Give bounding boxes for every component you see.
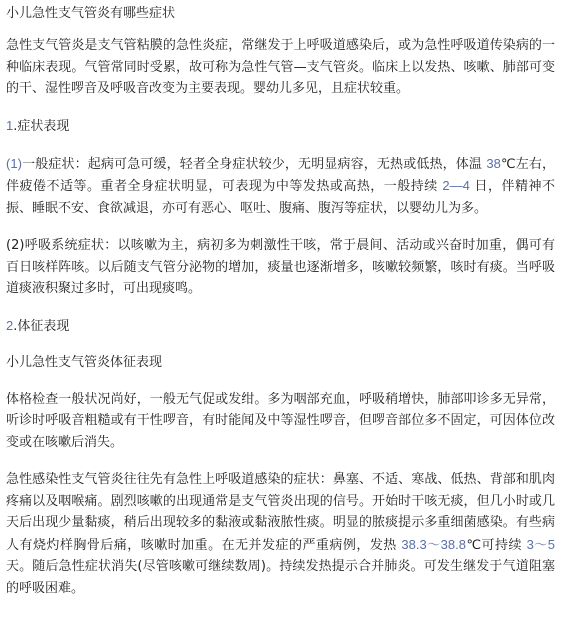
spacer [6,373,555,389]
section-number: 2 [6,317,14,333]
item-marker-close: ) [19,238,25,253]
intro-paragraph: 急性支气管炎是支气管粘膜的急性炎症，常继发于上呼吸道感染后，或为急性呼吸道传染病的一种临床表现。气管常同时受累，故可称为急性气管—支气管炎。临床上以发热、咳嗽、肺部可变的干、湿性啰音及呼吸音改变为主要表现。婴幼儿多见，且症状较重。 [6,38,555,96]
paragraph-text: 天。随后急性症状消失(尽管咳嗽可继续数周)。持续发热提示合并肺炎。可发生继发于气道阻塞的呼吸困难。 [6,559,555,596]
section-number: 1 [6,117,14,133]
section-title: .症状表现 [13,118,70,134]
temperature-range: 38.3～38.8 [401,536,466,552]
paragraph-text: ℃可持续 [465,537,522,553]
spacer [6,337,555,353]
physical-exam-paragraph: 体格检查一般状况尚好，一般无气促或发绀。多为咽部充血，呼吸稍增快，肺部叩诊多无异常，听诊时呼吸音粗糙或有干性啰音，有时能闻及中等湿性啰音，但啰音部位多不固定，可因体位改变或在咳嗽后消失。 [6,391,555,450]
respiratory-symptoms-paragraph [6,235,555,300]
subsection-title: 小儿急性支气管炎体征表现 [6,354,163,370]
duration-value: 2—4 [442,178,470,193]
section-heading-symptoms [6,116,555,137]
item-marker-open: ( [6,238,12,253]
article-title: 小儿急性支气管炎有哪些症状 [6,6,176,21]
spacer [6,453,555,469]
item-marker-open: ( [6,155,11,171]
paragraph-text: 日，伴精神不振、睡眠不安、食欲减退，亦可有恶心、呕吐、腹痛、腹泻等症状，以婴幼儿为多。 [6,179,555,216]
paragraph-text: 急性感染性支气管炎往往先有急性上呼吸道感染的症状：鼻塞、不适、寒战、低热、背部和肌肉疼痛以及咽喉痛。剧烈咳嗽的出现通常是支气管炎出现的信号。开始时干咳无痰，但几小时或几天后出现少量黏痰，稍后出现较多的黏液或黏液脓性痰。明显的脓痰提示多重细菌感染。有些病人有烧灼样胸骨后痛，咳嗽时加重。在无并发症的严重病例，发热 [6,472,555,553]
duration-value: 3～5 [526,536,555,552]
spacer [6,24,555,35]
section-heading-signs [6,316,555,337]
section-title: .体征表现 [13,318,70,334]
paragraph-text: 呼吸系统症状：以咳嗽为主，病初多为刺激性干咳，常于晨间、活动或兴奋时加重，偶可有百日咳样阵咳。以后随支气管分泌物的增加，痰量也逐渐增多，咳嗽较频繁，咳时有痰。当呼吸道痰液积聚过多时，可出现痰鸣。 [6,238,555,296]
spacer [6,100,555,116]
item-marker-close: ) [17,155,22,171]
general-symptoms-paragraph [6,153,555,220]
spacer [6,300,555,316]
spacer [6,137,555,153]
infection-paragraph [6,469,555,599]
spacer [6,219,555,235]
temperature-value: 38 [486,155,501,171]
paragraph-text: 一般症状：起病可急可缓，轻者全身症状较少，无明显病容，无热或低热，体温 [21,156,483,172]
item-marker-number: 2 [11,238,20,253]
item-marker-number: 1 [10,155,18,171]
paragraph-text: ℃左右，伴疲倦不适等。重者全身症状明显，可表现为中等发热或高热，一般持续 [6,156,555,194]
